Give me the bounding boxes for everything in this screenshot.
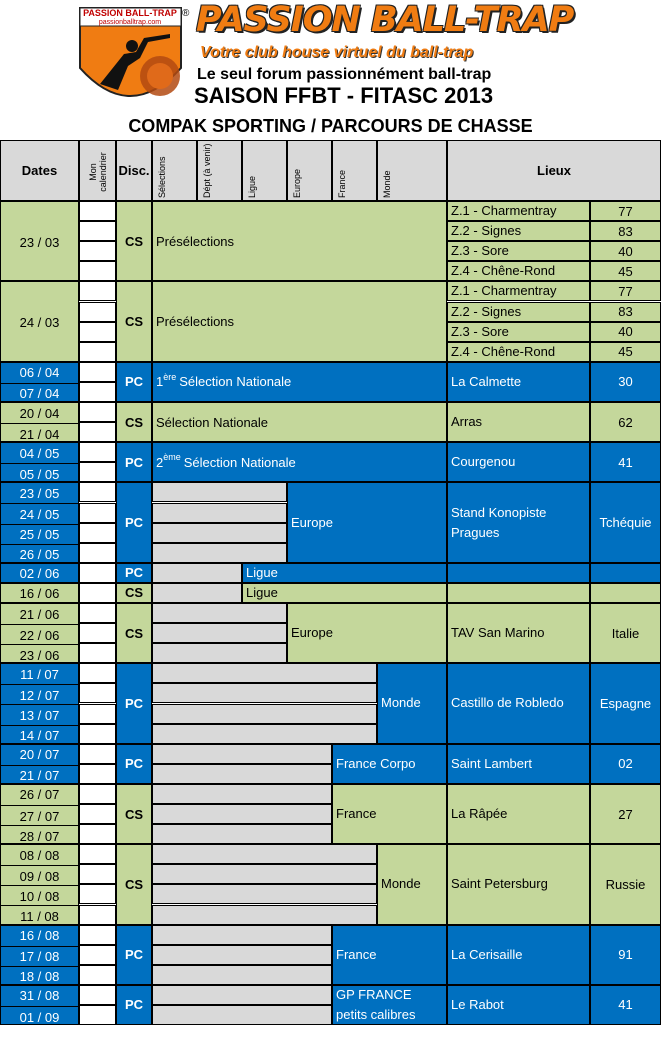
- event-place-label: Z.2 - Signes: [451, 223, 522, 239]
- event-name-label: France: [336, 806, 377, 822]
- calendar-checkbox[interactable]: [79, 864, 116, 884]
- event-ordinal-number: 2: [156, 454, 164, 470]
- empty-level-cell: [152, 965, 332, 985]
- event-name-label: Europe: [291, 514, 333, 530]
- empty-level-cell: [152, 985, 332, 1005]
- event-discipline: [116, 583, 152, 603]
- header-selections-label: Sélections: [157, 156, 167, 198]
- empty-level-cell: [152, 543, 287, 563]
- empty-level-cell: [152, 925, 332, 945]
- header-dept-label: Dépt (à venir): [202, 143, 212, 198]
- event-dates: [0, 482, 79, 562]
- header-ligue-label: Ligue: [247, 175, 257, 198]
- event-place-label: Z.2 - Signes: [451, 303, 522, 319]
- event-date: 24 / 05: [1, 503, 78, 524]
- calendar-checkbox[interactable]: [79, 1005, 116, 1025]
- event-place: [447, 322, 590, 342]
- event-date: 23 / 05: [19, 485, 60, 501]
- logo-text-top: PASSION BALL-TRAP: [83, 8, 177, 18]
- event-department: [590, 241, 661, 261]
- event-name: [332, 925, 447, 985]
- event-discipline-label: PC: [124, 374, 144, 390]
- event-place: [447, 201, 590, 221]
- empty-level-cell: [152, 563, 242, 583]
- calendar-checkbox[interactable]: [79, 201, 116, 221]
- event-place-label: Le Rabot: [451, 996, 504, 1012]
- calendar-checkbox[interactable]: [79, 302, 116, 322]
- event-name-label: Ligue: [246, 584, 278, 600]
- header-dates: [0, 140, 79, 201]
- event-date: 27 / 07: [1, 805, 78, 826]
- event-place-label: Saint Petersburg: [451, 876, 548, 892]
- empty-level-cell: [152, 663, 377, 683]
- registered-mark: ®: [182, 8, 190, 19]
- event-place: [447, 925, 590, 985]
- calendar-checkbox[interactable]: [79, 241, 116, 261]
- event-discipline-label: PC: [124, 515, 144, 531]
- event-ordinal-number: 1: [156, 374, 164, 390]
- event-dates: [0, 784, 79, 844]
- season-title: SAISON FFBT - FITASC 2013: [194, 83, 494, 108]
- empty-level-cell: [152, 744, 332, 764]
- event-date: 26 / 07: [19, 787, 60, 803]
- empty-level-cell: [152, 603, 287, 623]
- calendar-checkbox[interactable]: [79, 261, 116, 281]
- event-date: 16 / 08: [19, 928, 60, 944]
- subtagline: Le seul forum passionnément ball-trap: [197, 66, 492, 83]
- event-department-label: 02: [618, 756, 633, 772]
- event-dates: [0, 583, 79, 603]
- calendar-checkbox[interactable]: [79, 422, 116, 442]
- event-place: [447, 563, 590, 583]
- event-discipline-label: PC: [124, 947, 144, 963]
- event-date: 13 / 07: [1, 704, 78, 725]
- event-place-label: La Cerisaille: [451, 946, 523, 962]
- event-name-label: France: [336, 946, 377, 962]
- event-name: [287, 482, 447, 562]
- event-date: 21 / 07: [1, 765, 78, 784]
- event-date: 05 / 05: [1, 463, 78, 482]
- event-department: [590, 583, 661, 603]
- header-europe-label: Europe: [292, 168, 302, 198]
- event-department: [590, 281, 661, 301]
- event-discipline-label: PC: [124, 565, 144, 581]
- calendar-checkbox[interactable]: [79, 804, 116, 824]
- event-place: [447, 342, 590, 362]
- event-department: [590, 322, 661, 342]
- event-place-label: Castillo de Robledo: [451, 695, 564, 711]
- empty-level-cell: [152, 704, 377, 724]
- empty-level-cell: [152, 623, 287, 643]
- event-department-label: 30: [618, 374, 633, 390]
- event-discipline-label: CS: [124, 585, 144, 601]
- event-name: [152, 201, 447, 281]
- event-place-label: Z.1 - Charmentray: [451, 283, 557, 299]
- empty-level-cell: [152, 482, 287, 502]
- calendar-checkbox[interactable]: [79, 965, 116, 985]
- event-name: [287, 603, 447, 663]
- calendar-checkbox[interactable]: [79, 603, 116, 623]
- calendar-checkbox[interactable]: [79, 905, 116, 925]
- header-ligue: [242, 140, 287, 201]
- calendar-table: [0, 140, 661, 1061]
- event-name-label: Présélections: [156, 233, 235, 249]
- event-name-label: Monde: [381, 876, 421, 892]
- event-department: [590, 201, 661, 221]
- calendar-checkbox[interactable]: [79, 402, 116, 422]
- event-place: [447, 302, 590, 322]
- calendar-checkbox[interactable]: [79, 362, 116, 382]
- event-discipline: [116, 201, 152, 281]
- event-date: 22 / 06: [1, 624, 78, 645]
- event-discipline-label: PC: [124, 756, 144, 772]
- event-date: 12 / 07: [1, 684, 78, 705]
- calendar-checkbox[interactable]: [79, 824, 116, 844]
- event-department: [590, 663, 661, 743]
- event-date: 11 / 08: [1, 905, 78, 924]
- event-dates: [0, 985, 79, 1025]
- event-date: 09 / 08: [1, 865, 78, 886]
- event-department: [590, 442, 661, 482]
- calendar-checkbox[interactable]: [79, 342, 116, 362]
- header-europe: [287, 140, 332, 201]
- event-date: 26 / 05: [1, 544, 78, 563]
- event-date: 01 / 09: [1, 1006, 78, 1025]
- event-department-label: 62: [618, 414, 633, 430]
- event-place: [447, 221, 590, 241]
- event-name: [242, 563, 447, 583]
- event-date: 04 / 05: [19, 445, 60, 461]
- event-name: [332, 784, 447, 844]
- event-place-label: Z.3 - Sore: [451, 323, 509, 339]
- calendar-checkbox[interactable]: [79, 563, 116, 583]
- event-discipline-label: CS: [124, 414, 144, 430]
- event-department: [590, 603, 661, 663]
- event-place: [447, 402, 590, 442]
- event-dates: [0, 925, 79, 985]
- event-date: 24 / 03: [19, 315, 60, 331]
- event-department-label: 83: [618, 223, 633, 239]
- calendar-checkbox[interactable]: [79, 442, 116, 462]
- event-name: [152, 362, 447, 402]
- event-department-label: 45: [618, 263, 633, 279]
- event-name: [332, 985, 447, 1025]
- header-monde-label: Monde: [382, 170, 392, 198]
- header-france: [332, 140, 377, 201]
- event-name-label: Monde: [381, 695, 421, 711]
- event-department: [590, 402, 661, 442]
- event-place-label: Z.4 - Chêne-Rond: [451, 263, 556, 279]
- event-date: 20 / 04: [19, 405, 60, 421]
- event-name: [152, 281, 447, 361]
- event-date: 06 / 04: [19, 365, 60, 381]
- event-discipline: [116, 744, 152, 784]
- empty-level-cell: [152, 683, 377, 703]
- header-monde: [377, 140, 447, 201]
- event-place-label: Z.1 - Charmentray: [451, 203, 557, 219]
- event-place-label: La Calmette: [451, 373, 522, 389]
- calendar-checkbox[interactable]: [79, 663, 116, 683]
- event-place-label: Z.3 - Sore: [451, 243, 509, 259]
- event-discipline-label: CS: [124, 233, 144, 249]
- event-department: [590, 362, 661, 402]
- event-place-label: TAV San Marino: [451, 625, 545, 641]
- event-name: [242, 583, 447, 603]
- event-department-label: 41: [618, 997, 633, 1013]
- empty-level-cell: [152, 643, 287, 663]
- event-discipline-label: CS: [124, 806, 144, 822]
- event-dates: [0, 844, 79, 924]
- empty-level-cell: [152, 945, 332, 965]
- event-name-label: Ligue: [246, 564, 278, 580]
- event-department-label: 41: [618, 454, 633, 470]
- calendar-checkbox[interactable]: [79, 543, 116, 563]
- event-discipline-label: CS: [124, 625, 144, 641]
- calendar-checkbox[interactable]: [79, 643, 116, 663]
- header-lieux: [447, 140, 661, 201]
- event-discipline-label: PC: [124, 695, 144, 711]
- event-department-label: Russie: [605, 876, 646, 892]
- event-ordinal-suffix: ème: [163, 452, 181, 463]
- event-department-label: 40: [618, 243, 633, 259]
- event-name-label: Sélection Nationale: [183, 454, 296, 470]
- event-name-label: Sélection Nationale: [156, 414, 269, 430]
- event-date: 16 / 06: [19, 586, 60, 602]
- event-discipline-label: CS: [124, 876, 144, 892]
- event-place: [447, 261, 590, 281]
- event-place: [447, 362, 590, 402]
- event-name-label: Europe: [291, 625, 333, 641]
- calendar-checkbox[interactable]: [79, 281, 116, 301]
- event-department: [590, 784, 661, 844]
- calendar-checkbox[interactable]: [79, 925, 116, 945]
- calendar-checkbox[interactable]: [79, 322, 116, 342]
- empty-level-cell: [152, 905, 377, 925]
- calendar-checkbox[interactable]: [79, 764, 116, 784]
- empty-level-cell: [152, 523, 287, 543]
- calendar-checkbox[interactable]: [79, 884, 116, 904]
- event-date: 23 / 06: [1, 644, 78, 663]
- calendar-checkbox[interactable]: [79, 704, 116, 724]
- event-date: 31 / 08: [19, 988, 60, 1004]
- event-department-label: 27: [618, 806, 633, 822]
- calendar-checkbox[interactable]: [79, 221, 116, 241]
- tagline: Votre club house virtuel du ball-trap: [200, 44, 474, 61]
- event-discipline: [116, 603, 152, 663]
- calendar-checkbox[interactable]: [79, 683, 116, 703]
- event-dates: [0, 402, 79, 442]
- event-place-label: Courgenou: [451, 454, 516, 470]
- calendar-checkbox[interactable]: [79, 462, 116, 482]
- event-place: [447, 241, 590, 261]
- event-department: [590, 261, 661, 281]
- passion-ball-trap-logo: [78, 6, 183, 106]
- event-department-label: 77: [618, 203, 633, 219]
- event-date: 18 / 08: [1, 966, 78, 985]
- event-dates: [0, 563, 79, 583]
- event-place-label: La Râpée: [451, 806, 508, 822]
- event-department: [590, 985, 661, 1025]
- empty-level-cell: [152, 764, 332, 784]
- event-dates: [0, 362, 79, 402]
- calendar-checkbox[interactable]: [79, 482, 116, 502]
- event-place: [447, 482, 590, 562]
- calendar-checkbox[interactable]: [79, 784, 116, 804]
- event-name-label: Sélection Nationale: [179, 374, 292, 390]
- header-dept: [197, 140, 242, 201]
- calendar-checkbox[interactable]: [79, 744, 116, 764]
- calendar-checkbox[interactable]: [79, 623, 116, 643]
- header-dates-label: Dates: [21, 163, 58, 178]
- event-place-label: Stand Konopiste Pragues: [451, 504, 547, 540]
- event-department-label: 45: [618, 344, 633, 360]
- brand-title: PASSION BALL-TRAP: [196, 0, 574, 40]
- event-dates: [0, 442, 79, 482]
- event-name: [332, 744, 447, 784]
- event-name-label: Présélections: [156, 314, 235, 330]
- event-date: 25 / 05: [1, 524, 78, 545]
- empty-level-cell: [152, 1005, 332, 1025]
- event-date: 17 / 08: [1, 946, 78, 967]
- event-department: [590, 221, 661, 241]
- event-department-label: 83: [618, 304, 633, 320]
- event-department: [590, 844, 661, 924]
- header-lieux-label: Lieux: [537, 163, 571, 178]
- event-discipline-label: CS: [124, 314, 144, 330]
- event-dates: [0, 281, 79, 361]
- event-discipline: [116, 985, 152, 1025]
- event-date: 14 / 07: [1, 725, 78, 744]
- event-dates: [0, 663, 79, 743]
- event-discipline: [116, 563, 152, 583]
- event-department-label: Espagne: [599, 695, 652, 711]
- event-place: [447, 281, 590, 301]
- header-disc-label: Disc.: [118, 163, 150, 178]
- logo-text-url: passionballtrap.com: [98, 19, 162, 26]
- header-disc: [116, 140, 152, 201]
- event-place: [447, 744, 590, 784]
- empty-level-cell: [152, 844, 377, 864]
- event-date: 20 / 07: [19, 747, 60, 763]
- empty-level-cell: [152, 864, 377, 884]
- empty-level-cell: [152, 804, 332, 824]
- empty-level-cell: [152, 503, 287, 523]
- empty-level-cell: [152, 824, 332, 844]
- calendar-checkbox[interactable]: [79, 844, 116, 864]
- event-department-label: 40: [618, 324, 633, 340]
- event-discipline: [116, 402, 152, 442]
- event-department: [590, 302, 661, 322]
- event-dates: [0, 603, 79, 663]
- day-separator: [0, 280, 447, 282]
- event-date: 23 / 03: [19, 234, 60, 250]
- event-ordinal-suffix: ère: [163, 371, 177, 382]
- event-place: [447, 784, 590, 844]
- event-place: [447, 985, 590, 1025]
- event-place: [447, 442, 590, 482]
- header-france-label: France: [337, 169, 347, 198]
- empty-level-cell: [152, 724, 377, 744]
- page-title: COMPAK SPORTING / PARCOURS DE CHASSE: [128, 116, 533, 136]
- calendar-checkbox[interactable]: [79, 985, 116, 1005]
- event-date: 11 / 07: [20, 666, 59, 682]
- event-discipline: [116, 442, 152, 482]
- event-date: 08 / 08: [19, 847, 60, 863]
- event-place-label: Z.4 - Chêne-Rond: [451, 343, 556, 359]
- header-calendar-label: Mon calendrier: [87, 152, 108, 192]
- event-discipline: [116, 482, 152, 562]
- header-selections: [152, 140, 197, 201]
- event-department: [590, 563, 661, 583]
- empty-level-cell: [152, 784, 332, 804]
- event-dates: [0, 201, 79, 281]
- event-place: [447, 663, 590, 743]
- event-department-label: Italie: [611, 625, 640, 641]
- event-name: [152, 402, 447, 442]
- event-date: 21 / 04: [1, 423, 78, 442]
- event-date: 28 / 07: [1, 825, 78, 844]
- event-date: 07 / 04: [1, 383, 78, 402]
- event-name-label: GP FRANCE petits calibres: [336, 986, 416, 1022]
- event-discipline: [116, 281, 152, 361]
- event-name: [377, 844, 447, 924]
- page-header: [0, 0, 661, 140]
- calendar-checkbox[interactable]: [79, 523, 116, 543]
- event-discipline-label: PC: [124, 997, 144, 1013]
- event-discipline: [116, 925, 152, 985]
- event-department: [590, 925, 661, 985]
- event-date: 21 / 06: [19, 606, 60, 622]
- event-dates: [0, 744, 79, 784]
- event-name-label: France Corpo: [336, 755, 416, 771]
- empty-level-cell: [152, 583, 242, 603]
- event-department-label: 91: [618, 947, 633, 963]
- calendar-checkbox[interactable]: [79, 945, 116, 965]
- event-name: [152, 442, 447, 482]
- event-date: 10 / 08: [1, 885, 78, 906]
- event-discipline: [116, 784, 152, 844]
- event-discipline: [116, 362, 152, 402]
- event-department-label: 77: [618, 283, 633, 299]
- event-department: [590, 744, 661, 784]
- calendar-checkbox[interactable]: [79, 583, 116, 603]
- event-discipline: [116, 663, 152, 743]
- event-discipline-label: PC: [124, 454, 144, 470]
- calendar-checkbox[interactable]: [79, 503, 116, 523]
- event-discipline: [116, 844, 152, 924]
- event-date: 02 / 06: [19, 566, 60, 582]
- event-name: [377, 663, 447, 743]
- event-place: [447, 603, 590, 663]
- event-place: [447, 844, 590, 924]
- calendar-checkbox[interactable]: [79, 382, 116, 402]
- event-place: [447, 583, 590, 603]
- calendar-checkbox[interactable]: [79, 724, 116, 744]
- event-place-label: Saint Lambert: [451, 755, 532, 771]
- event-place-label: Arras: [451, 414, 483, 430]
- header-calendar: [79, 140, 116, 201]
- event-department: [590, 482, 661, 562]
- event-department-label: Tchéquie: [599, 515, 652, 531]
- empty-level-cell: [152, 884, 377, 904]
- event-department: [590, 342, 661, 362]
